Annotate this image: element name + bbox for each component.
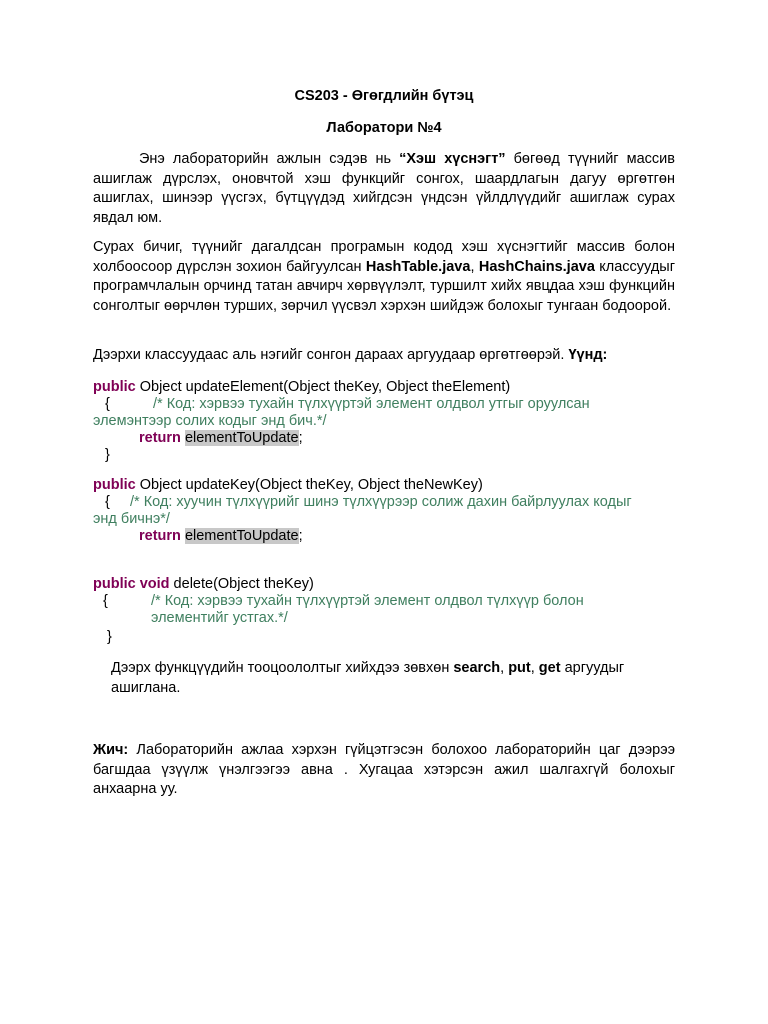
lab-number: Лаборатори №4 [326,120,442,136]
functions-paragraph [111,659,675,698]
intro-paragraph [93,150,675,228]
code-comment: /* Код: хэрвээ тухайн түлхүүртэй элемент олдвол түлхүүр болон [151,593,584,609]
signature-text: Object updateKey(Object theKey, Object theNewKey) [135,477,483,493]
return-value: elementToUpdate [184,430,299,446]
semicolon: ; [298,430,303,446]
return-keyword: return [139,430,181,446]
close-brace: } [105,447,110,463]
get-method: get [538,660,561,676]
method-update-element [93,379,675,464]
signature-text: Object updateElement(Object theKey, Object theElement) [135,379,511,395]
comment-line [93,494,675,511]
comment-line [93,593,675,610]
method-update-key [93,477,675,545]
intro-text-rest: бөгөөд түүнийг массив ашиглаж дүрслэх, оновчтой хэш функцийг сонгох, шаардлагын дагуу өргөтгөн ашиглах, шинээр үүсгэх, бүтцүүдэд хийгдсэн үндсэн үйлдлүүдийг ашиглаж сурах явдал юм. [93,151,675,226]
functions-text: Дээрх функцүүдийн тооцоололтыг хийхдээ зөвхөн [111,660,454,676]
textbook-text: Сурах бичиг, түүнийг дагалдсан програмын кодод хэш хүснэгтийг массив болон холбоосоор дүрслэн зохион байгуулсан [93,239,675,275]
task-text: Дээрхи классуудаас аль нэгийг сонгон дараах аргуудаар өргөтгөөрэй. [93,347,569,363]
close-brace: } [107,629,112,645]
code-comment: /* Код: хуучин түлхүүрийг шинэ түлхүүрээр солиж дахин байрлуулах кодыг [130,494,632,510]
separator: , [530,660,539,676]
textbook-text-rest: классуудыг програмчлалын орчинд татан авчирч хөрвүүлэлт, туршилт хийх явцдаа хэш функцийн сонголтыг өөрчлөн турших, зөрчил үүсвэл хэрхэн шийдэж болохыг тунгаан бодоорой. [93,258,675,314]
document-title: CS203 - Өгөгдлийн бүтэц [294,88,474,104]
put-method: put [508,660,531,676]
open-brace: { [105,396,110,412]
signature-text: delete(Object theKey) [169,576,314,592]
open-brace: { [103,593,108,609]
task-paragraph [93,346,675,366]
keyword: public [93,477,136,493]
task-list-label: Үүнд: [568,347,608,363]
note-text: Лабораторийн ажлаа хэрхэн гүйцэтгэсэн болохоо лабораторийн цаг дээрээ багшдаа үзүүлж үнэлгээгээ авна . Хугацаа хэтэрсэн ажил шалгахгүй болохыг анхаарна уу. [93,742,675,798]
return-statement [93,528,675,545]
return-keyword: return [139,528,181,544]
note-paragraph [93,741,675,800]
textbook-paragraph [93,238,675,316]
search-method: search [453,660,501,676]
open-brace: { [105,494,110,510]
semicolon: ; [298,528,303,544]
separator: , [500,660,509,676]
hashchains-file: HashChains.java [478,258,595,275]
keyword: public [93,379,136,395]
method-delete [93,576,675,646]
method-signature [93,379,675,396]
method-signature [93,576,675,593]
return-statement [93,430,675,447]
keyword: public void [93,576,170,592]
comment-line [93,396,675,413]
note-label: Жич: [93,742,129,758]
hashtable-file: HashTable.java [365,258,471,275]
return-value: elementToUpdate [184,528,299,544]
code-comment-cont: элементийг устгах.*/ [151,610,288,626]
topic-name: “Хэш хүснэгт” [399,151,506,167]
code-comment-cont: энд бичнэ*/ [93,511,170,527]
functions-text-rest: аргуудыг ашиглана. [111,660,625,696]
code-comment: /* Код: хэрвээ тухайн түлхүүртэй элемент олдвол утгыг оруулсан [153,396,590,412]
separator: , [470,258,479,275]
code-comment-cont: элемэнтээр солих кодыг энд бич.*/ [93,413,327,429]
method-signature [93,477,675,494]
intro-text: Энэ лабораторийн ажлын сэдэв нь [139,151,400,167]
